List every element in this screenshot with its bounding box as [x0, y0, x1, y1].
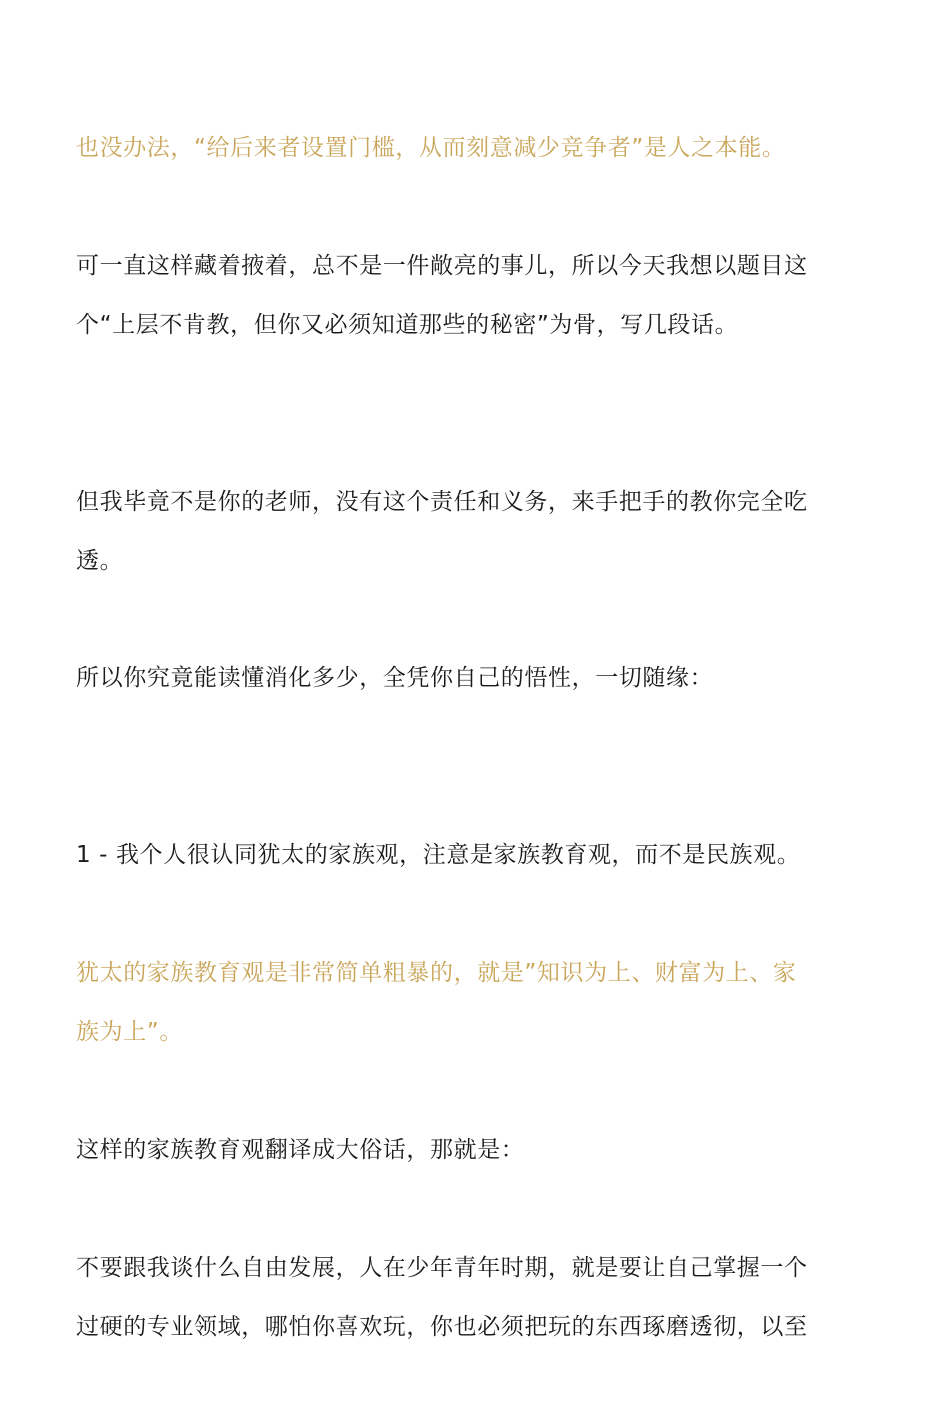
paragraph-line: 这样的家族教育观翻译成大俗话，那就是：: [76, 1137, 525, 1163]
paragraph-disclaimer: [76, 473, 876, 591]
paragraph-line: 但我毕竟不是你的老师，没有这个责任和义务，来手把手的教你完全吃: [76, 489, 808, 515]
paragraph-point-1: [76, 826, 876, 885]
paragraph-line: 个“上层不肯教，但你又必须知道那些的秘密”为骨，写几段话。: [76, 312, 739, 338]
paragraph-highlight-family-values: [76, 944, 876, 1062]
paragraph-line: 1 - 我个人很认同犹太的家族观，注意是家族教育观，而不是民族观。: [76, 842, 801, 868]
paragraph-line: 可一直这样藏着掖着，总不是一件敞亮的事儿，所以今天我想以题目这: [76, 253, 808, 279]
paragraph-line: 犹太的家族教育观是非常简单粗暴的，就是”知识为上、财富为上、家: [76, 960, 797, 986]
paragraph-intro: [76, 237, 876, 355]
paragraph-line: 也没办法，“给后来者设置门槛，从而刻意减少竞争者”是人之本能。: [76, 135, 786, 161]
paragraph-highlight-instinct: [76, 119, 876, 178]
paragraph-plain-words: [76, 1121, 876, 1180]
paragraph-line: 所以你究竟能读懂消化多少，全凭你自己的悟性，一切随缘：: [76, 665, 714, 691]
paragraph-line: 不要跟我谈什么自由发展，人在少年青年时期，就是要让自己掌握一个: [76, 1255, 808, 1281]
paragraph-line: 透。: [76, 548, 124, 574]
paragraph-development: [76, 1239, 876, 1357]
paragraph-line: 过硬的专业领域，哪怕你喜欢玩，你也必须把玩的东西琢磨透彻，以至: [76, 1314, 808, 1340]
paragraph-understanding: [76, 649, 876, 708]
paragraph-line: 族为上”。: [76, 1019, 183, 1045]
